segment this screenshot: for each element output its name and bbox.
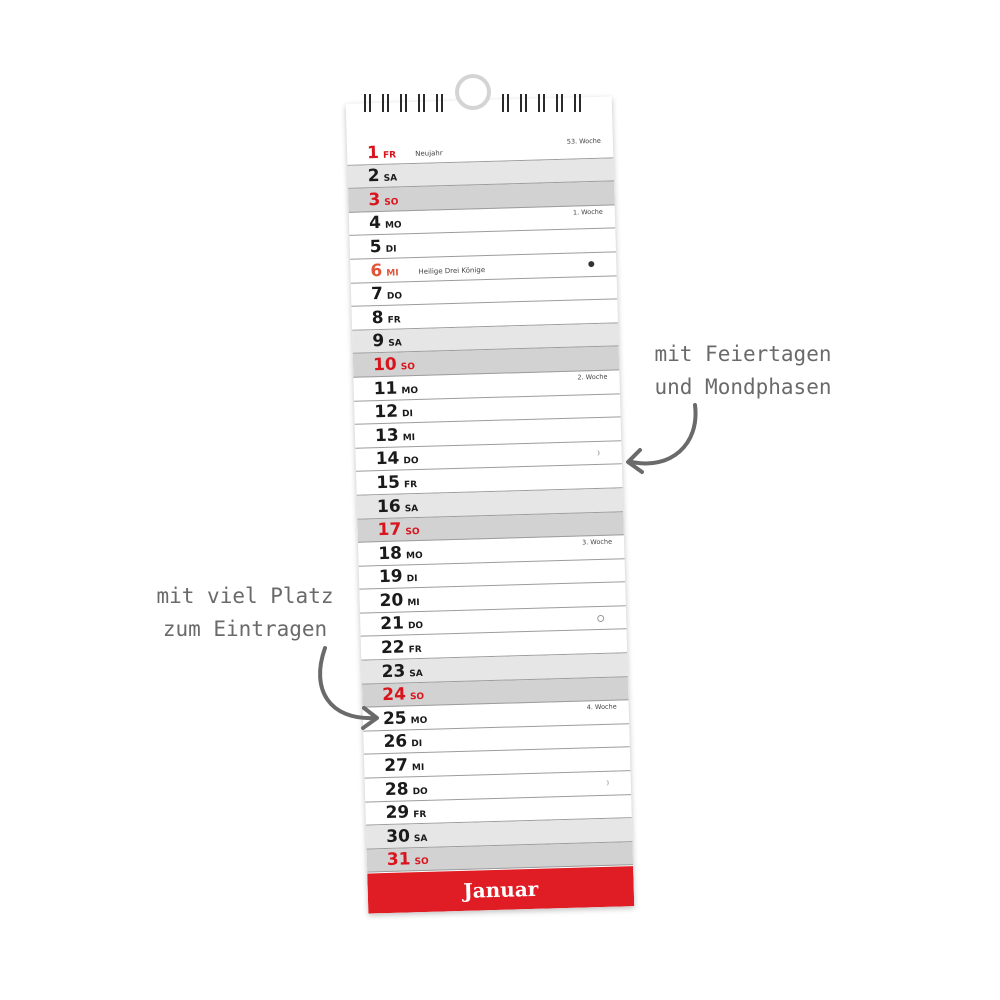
day-number-value: 15 [376,472,401,494]
weekday-abbr: SO [384,197,399,208]
day-number-value: 21 [380,613,405,635]
week-label: 53. Woche [566,136,601,146]
week-label: 4. Woche [586,702,617,712]
holiday-label: Heilige Drei Könige [418,265,486,276]
weekday-abbr: DO [403,456,419,467]
week-label: 3. Woche [581,537,613,547]
weekday-abbr: FR [408,645,422,656]
day-number-value: 7 [370,284,384,305]
weekday-abbr: MI [402,432,416,444]
week-label: 1. Woche [572,207,603,217]
weekday-abbr: MO [405,550,423,562]
day-number-value: 22 [380,637,405,659]
weekday-abbr: SA [409,668,423,679]
day-number-value: 2 [367,166,380,187]
day-number-value: 26 [383,731,408,753]
spiral-binding [357,88,587,118]
day-number-value: 27 [383,755,409,777]
day-number-value: 28 [384,779,409,800]
holiday-label: Neujahr [415,148,443,158]
weekday-abbr: FR [403,479,418,491]
weekday-abbr: DI [411,739,423,750]
day-number-value: 5 [369,236,382,258]
month-label: Januar [462,876,539,903]
day-number-value: 23 [381,661,406,682]
annotation-right-line1: mit Feiertagen [654,342,832,366]
day-number-value: 8 [371,307,384,328]
day-number-value: 11 [373,378,398,399]
weekday-abbr: SO [414,857,429,868]
week-label: 2. Woche [577,372,608,382]
weekday-abbr: MO [410,715,428,727]
weekday-abbr: MI [407,597,420,609]
day-number-value: 6 [370,260,383,281]
weekday-abbr: DI [406,574,418,585]
weekday-abbr: FR [387,315,401,326]
day-number-value: 1 [366,142,380,163]
weekday-abbr: MO [384,220,402,232]
weekday-abbr: SO [400,361,416,373]
weekday-abbr: SA [388,338,402,350]
day-number-value: 29 [385,802,410,824]
day-number-value: 19 [378,566,403,588]
day-number-value: 12 [374,401,399,423]
weekday-abbr: DO [412,786,428,797]
weekday-abbr: SA [413,833,428,845]
weekday-abbr: DI [385,244,397,255]
day-number-value: 18 [378,543,403,564]
weekday-abbr: DI [401,409,414,420]
day-number-value: 25 [382,708,407,729]
annotation-left-line1: mit viel Platz [156,584,334,608]
weekday-abbr: DO [407,621,424,632]
day-number-value: 17 [377,519,402,541]
day-number-value: 20 [379,590,404,611]
weekday-abbr: FR [413,810,427,821]
weekday-abbr: MI [386,268,399,279]
weekday-abbr: FR [382,150,397,161]
weekday-abbr: SO [405,527,420,538]
day-number-value: 24 [381,684,407,706]
day-number-value: 14 [375,448,400,470]
annotation-right-line2: und Mondphasen [654,375,832,399]
annotation-left-line2: zum Eintragen [162,617,328,641]
weekday-abbr: MI [411,762,425,774]
weekday-abbr: SA [383,173,398,185]
weekday-abbr: SO [409,692,425,703]
day-number-value: 31 [386,849,411,871]
day-number-value: 4 [368,213,382,234]
day-number-value: 3 [368,189,381,211]
arrow-right-curve [632,405,696,463]
day-number-value: 10 [372,354,397,376]
weekday-abbr: MO [401,385,419,396]
day-number-value: 30 [385,826,411,847]
day-number-value: 16 [376,495,401,517]
day-number-value: 13 [374,425,399,446]
weekday-abbr: DO [386,291,403,302]
weekday-abbr: SA [404,503,419,514]
day-number-value: 9 [372,331,385,352]
